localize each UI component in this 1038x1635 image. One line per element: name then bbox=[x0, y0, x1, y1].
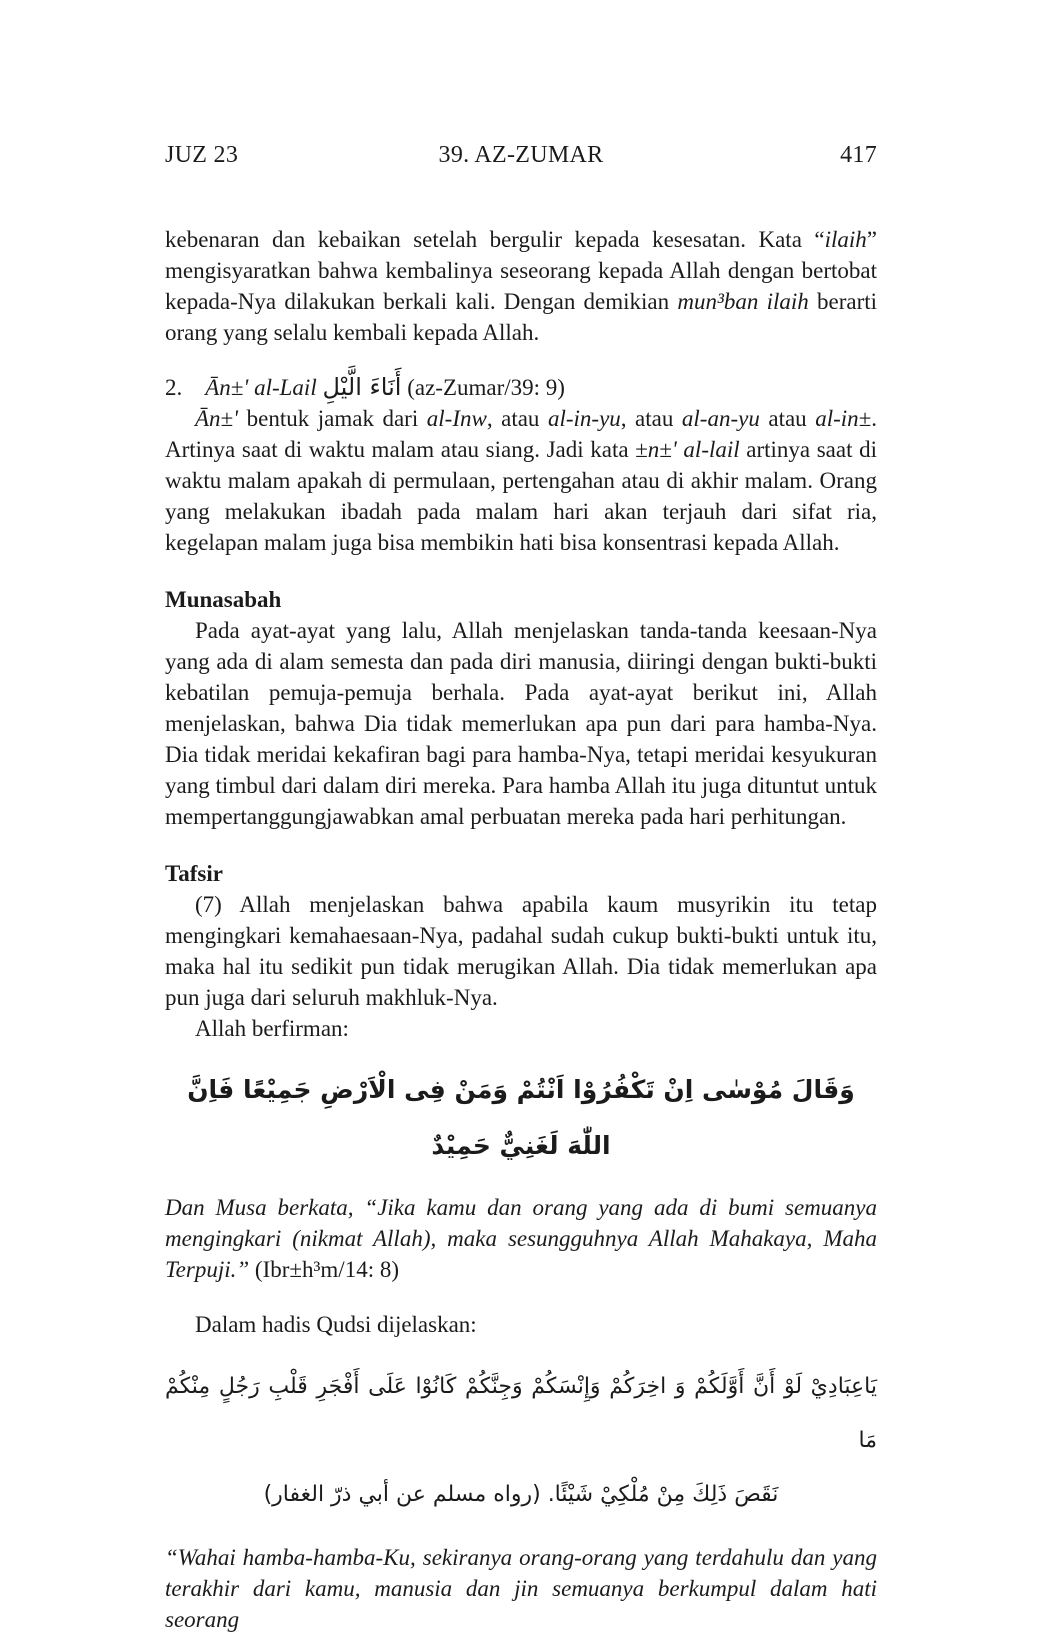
italic-run: ±n±' al-lail bbox=[635, 437, 740, 462]
text-run: , atau bbox=[620, 406, 682, 431]
italic-run: Ān±' bbox=[195, 406, 239, 431]
italic-run: al-an-yu bbox=[681, 406, 760, 431]
text-run: ” mengisyaratkan bahwa kembalinya seseorang kepada Allah dengan bertobat kepada-Nya dilakukan berkali kali. Dengan demikian bbox=[165, 227, 877, 314]
text-run: 2. bbox=[165, 375, 206, 400]
text-run: bentuk jamak dari bbox=[238, 406, 427, 431]
text-run: Dalam hadis Qudsi dijelaskan: bbox=[195, 1312, 477, 1337]
text-run: (az-Zumar/39: 9) bbox=[401, 375, 565, 400]
section-heading: Munasabah bbox=[165, 587, 282, 612]
paragraph bbox=[165, 889, 877, 1013]
text-run: Allah berfirman: bbox=[195, 1016, 349, 1041]
text-run: kebenaran dan kebaikan setelah bergulir kepada kesesatan. Kata “ bbox=[165, 227, 825, 252]
text-run: atau bbox=[759, 406, 816, 431]
text-run: (7) Allah menjelaskan bahwa apabila kaum musyrikin itu tetap mengingkari kemahaesaan-Nya, padahal sudah cukup bukti-bukti untuk itu, maka hal itu sedikit pun tidak merugikan Allah. Dia tidak memerlukan apa pun juga dari seluruh makhluk-Nya. bbox=[165, 892, 877, 1010]
text-run: berarti orang yang selalu kembali kepada Allah. bbox=[165, 289, 878, 345]
paragraph bbox=[165, 1192, 877, 1285]
paragraph bbox=[165, 224, 877, 348]
paragraph bbox=[165, 615, 877, 832]
content bbox=[165, 224, 877, 1635]
italic-run: al-in-yu bbox=[547, 406, 621, 431]
italic-run: al-in± bbox=[815, 406, 872, 431]
numbered-item bbox=[165, 372, 877, 403]
text-run: artinya saat di waktu malam apakah di permulaan, pertengahan atau di akhir malam. Orang yang melakukan ibadah pada malam hari akan terjauh dari sifat ria, kegelapan malam juga bisa membikin hati bisa konsentrasi kepada Allah. bbox=[165, 437, 877, 555]
text-run: Pada ayat-ayat yang lalu, Allah menjelaskan tanda-tanda keesaan-Nya yang ada di alam semesta dan pada diri manusia, diiringi dengan bukti-bukti kebatilan pemuja-pemuja berhala. Pada ayat-ayat berikut ini, Allah menjelaskan, bahwa Dia tidak memerlukan apa pun dari para hamba-Nya. Dia tidak meridai kekafiran bagi para hamba-Nya, tetapi meridai kesyukuran yang timbul dari dalam diri mereka. Para hamba Allah itu juga dituntut untuk mempertanggungjawabkan amal perbuatan mereka pada hari perhitungan. bbox=[165, 618, 877, 829]
arabic-inline-run: أَنَاءَ الَّيْلِ bbox=[322, 373, 402, 401]
arabic-hadith bbox=[165, 1360, 877, 1522]
text-run: . Artinya saat di waktu malam atau siang. Jadi kata bbox=[165, 406, 878, 462]
paragraph bbox=[165, 403, 877, 558]
paragraph bbox=[165, 1542, 877, 1635]
italic-run: “Wahai hamba-hamba-Ku, sekiranya orang-orang yang terdahulu dan yang terakhir dari kamu, manusia dan jin semuanya berkumpul dalam hati seorang bbox=[165, 1545, 877, 1632]
italic-run: ilaih bbox=[824, 227, 867, 252]
arabic-verse: وَقَالَ مُوْسٰى اِنْ تَكْفُرُوْا اَنْتُمْ وَمَنْ فِى الْاَرْضِ جَمِيْعًا فَاِنَّ اللّٰهَ لَغَنِيٌّ حَمِيْدٌ bbox=[187, 1075, 855, 1160]
page-header bbox=[165, 142, 877, 169]
italic-run: al-Inw bbox=[426, 406, 487, 431]
arabic-hadith-line: يَاعِبَادِيْ لَوْ أَنَّ أَوَّلَكُمْ وَ اخِرَكُمْ وَإِنْسَكُمْ وَجِنَّكُمْ كَانُوْا عَلَى أَفْجَرِ قَلْبِ رَجُلٍ مِنْكُمْ مَا bbox=[165, 1374, 877, 1453]
italic-run: Ān±' al-Lail bbox=[205, 375, 317, 400]
paragraph bbox=[165, 1013, 877, 1044]
text-run: , atau bbox=[486, 406, 548, 431]
arabic-hadith-line: نَقَصَ ذَلِكَ مِنْ مُلْكِيْ شَيْئًا. (رواه مسلم عن أبي ذرّ الغفار) bbox=[263, 1482, 779, 1507]
text-run: (Ibr±h³m/14: 8) bbox=[249, 1257, 399, 1282]
paragraph bbox=[165, 1309, 877, 1340]
surah-title: 39. AZ-ZUMAR bbox=[438, 142, 604, 168]
page-number: 417 bbox=[840, 142, 877, 168]
juz-label: JUZ 23 bbox=[165, 142, 239, 168]
section-heading: Tafsir bbox=[165, 861, 223, 886]
italic-run: mun³ban ilaih bbox=[677, 289, 809, 314]
italic-run: Dan Musa berkata, “Jika kamu dan orang yang ada di bumi semuanya mengingkari (nikmat Allah), maka sesungguhnya Allah Mahakaya, Maha Terpuji.” bbox=[165, 1195, 877, 1282]
